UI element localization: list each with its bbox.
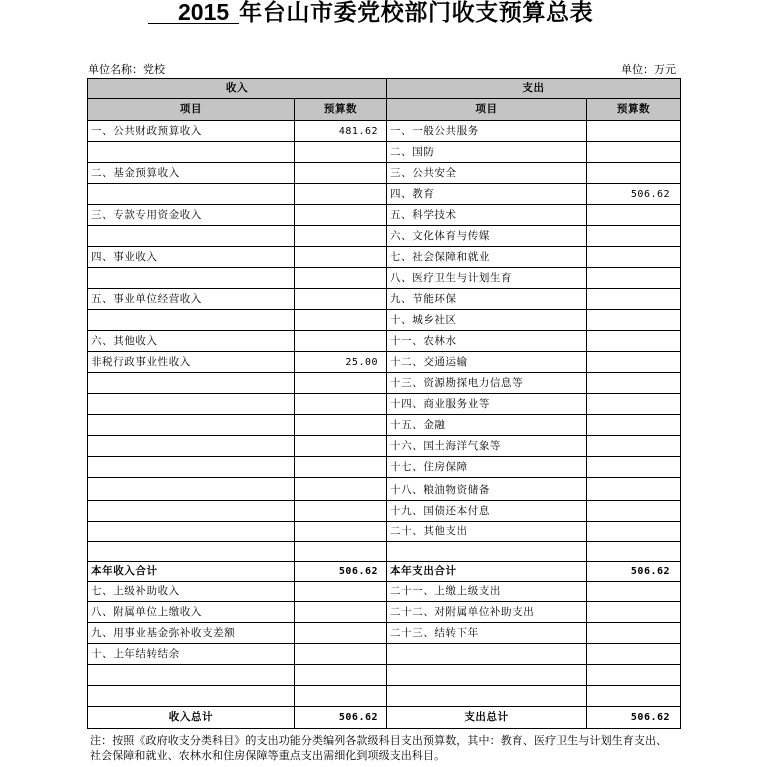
expenditure-item-cell: 十三、资源勘探电力信息等	[387, 373, 587, 394]
income-item-cell	[88, 268, 295, 289]
income-item-cell	[88, 184, 295, 205]
income-amount-cell	[295, 457, 387, 478]
table-row	[88, 163, 681, 184]
expenditure-subtotal-amount: 506.62	[587, 562, 681, 582]
title-text: 年台山市委党校部门收支预算总表	[239, 0, 594, 25]
expenditure-amount-cell	[587, 226, 681, 247]
table-row	[88, 623, 681, 644]
expenditure-item-cell	[387, 665, 587, 686]
expenditure-item-cell: 十二、交通运输	[387, 352, 587, 373]
table-row	[88, 582, 681, 602]
expenditure-amount-cell	[587, 415, 681, 436]
table-row	[88, 501, 681, 522]
income-amount-cell	[295, 602, 387, 623]
expenditure-amount-cell	[587, 522, 681, 542]
income-item-cell: 六、其他收入	[88, 331, 295, 352]
expenditure-item-cell: 九、节能环保	[387, 289, 587, 310]
header-row-columns	[88, 99, 681, 121]
expenditure-amount-cell	[587, 665, 681, 686]
income-amount-cell	[295, 226, 387, 247]
income-item-cell: 二、基金预算收入	[88, 163, 295, 184]
expenditure-item-cell: 三、公共安全	[387, 163, 587, 184]
table-row	[88, 352, 681, 373]
income-item-cell	[88, 501, 295, 522]
income-item-cell	[88, 415, 295, 436]
expenditure-item-cell: 五、科学技术	[387, 205, 587, 226]
expenditure-amount-cell	[587, 623, 681, 644]
expenditure-item-cell: 十八、粮油物资储备	[387, 478, 587, 501]
table-row	[88, 142, 681, 163]
table-row	[88, 373, 681, 394]
total-row	[88, 707, 681, 729]
income-subtotal-amount: 506.62	[295, 562, 387, 582]
table-row	[88, 205, 681, 226]
income-amount-cell	[295, 415, 387, 436]
expenditure-item-cell: 二十三、结转下年	[387, 623, 587, 644]
table-row	[88, 478, 681, 501]
expenditure-item-cell: 十四、商业服务业等	[387, 394, 587, 415]
expenditure-item-cell: 二十二、对附属单位补助支出	[387, 602, 587, 623]
income-item-cell	[88, 373, 295, 394]
table-row	[88, 226, 681, 247]
budget-table	[87, 78, 681, 729]
income-item-cell: 八、附属单位上缴收入	[88, 602, 295, 623]
blank-row	[88, 686, 681, 707]
header-expenditure: 支出	[387, 79, 681, 99]
income-item-cell	[88, 436, 295, 457]
expenditure-item-cell: 四、教育	[387, 184, 587, 205]
unit-label: 单位：万元	[621, 63, 676, 76]
income-item-cell	[88, 686, 295, 707]
expenditure-item-cell: 十一、农林水	[387, 331, 587, 352]
income-amount-cell	[295, 331, 387, 352]
expenditure-amount-cell	[587, 331, 681, 352]
expenditure-amount-cell	[587, 205, 681, 226]
income-amount-cell	[295, 163, 387, 184]
expenditure-item-header: 项目	[387, 99, 587, 121]
unit-name-label: 单位名称：党校	[88, 63, 165, 76]
income-subtotal-label: 本年收入合计	[88, 562, 295, 582]
expenditure-amount-cell	[587, 394, 681, 415]
expenditure-amount-cell: 506.62	[587, 184, 681, 205]
expenditure-amount-cell	[587, 310, 681, 331]
footnote-line-2: 社会保障和就业、农林水和住房保障等重点支出需细化到项级支出科目。	[90, 749, 446, 762]
expenditure-subtotal-label: 本年支出合计	[387, 562, 587, 582]
table-row	[88, 184, 681, 205]
table-row	[88, 644, 681, 665]
header-income: 收入	[88, 79, 387, 99]
income-amount-cell	[295, 522, 387, 542]
income-amount-cell	[295, 644, 387, 665]
income-item-cell: 非税行政事业性收入	[88, 352, 295, 373]
subtotal-row	[88, 562, 681, 582]
table-row	[88, 436, 681, 457]
income-item-cell	[88, 457, 295, 478]
income-item-cell: 七、上级补助收入	[88, 582, 295, 602]
title-year: 2015	[148, 1, 239, 24]
expenditure-amount-header: 预算数	[587, 99, 681, 121]
expenditure-amount-cell	[587, 602, 681, 623]
income-item-cell: 五、事业单位经营收入	[88, 289, 295, 310]
income-item-cell	[88, 394, 295, 415]
expenditure-item-cell: 七、社会保障和就业	[387, 247, 587, 268]
expenditure-amount-cell	[587, 121, 681, 142]
table-row	[88, 602, 681, 623]
income-item-cell	[88, 665, 295, 686]
expenditure-amount-cell	[587, 644, 681, 665]
table-row	[88, 415, 681, 436]
expenditure-amount-cell	[587, 247, 681, 268]
income-amount-cell	[295, 394, 387, 415]
income-amount-cell	[295, 373, 387, 394]
expenditure-item-cell: 十七、住房保障	[387, 457, 587, 478]
expenditure-item-cell: 二十、其他支出	[387, 522, 587, 542]
income-amount-header: 预算数	[295, 99, 387, 121]
income-amount-cell	[295, 478, 387, 501]
income-amount-cell	[295, 501, 387, 522]
income-amount-cell	[295, 289, 387, 310]
expenditure-item-cell: 二、国防	[387, 142, 587, 163]
table-row	[88, 310, 681, 331]
income-amount-cell	[295, 184, 387, 205]
footnote-line-1: 注：按照《政府收支分类科目》的支出功能分类编列各款级科目支出预算数，其中：教育、医疗卫生与计划生育支出、	[90, 734, 668, 747]
expenditure-item-cell	[387, 644, 587, 665]
income-item-cell	[88, 478, 295, 501]
expenditure-amount-cell	[587, 142, 681, 163]
income-amount-cell: 25.00	[295, 352, 387, 373]
table-row	[88, 289, 681, 310]
expenditure-item-cell	[387, 542, 587, 562]
income-item-cell	[88, 142, 295, 163]
income-amount-cell	[295, 268, 387, 289]
expenditure-amount-cell	[587, 163, 681, 184]
expenditure-amount-cell	[587, 352, 681, 373]
income-item-cell: 九、用事业基金弥补收支差额	[88, 623, 295, 644]
expenditure-amount-cell	[587, 686, 681, 707]
income-item-cell	[88, 542, 295, 562]
expenditure-amount-cell	[587, 373, 681, 394]
income-amount-cell	[295, 582, 387, 602]
expenditure-item-cell: 一、一般公共服务	[387, 121, 587, 142]
expenditure-amount-cell	[587, 457, 681, 478]
expenditure-amount-cell	[587, 542, 681, 562]
table-row	[88, 247, 681, 268]
income-amount-cell	[295, 665, 387, 686]
page-title	[148, 0, 593, 25]
expenditure-item-cell: 十五、金融	[387, 415, 587, 436]
footnote	[90, 733, 667, 763]
income-item-cell	[88, 522, 295, 542]
table-row	[88, 394, 681, 415]
expenditure-item-cell	[387, 686, 587, 707]
expenditure-item-cell: 十六、国土海洋气象等	[387, 436, 587, 457]
income-amount-cell	[295, 310, 387, 331]
expenditure-total-label: 支出总计	[387, 707, 587, 729]
table-row	[88, 121, 681, 142]
income-item-cell: 三、专款专用资金收入	[88, 205, 295, 226]
expenditure-amount-cell	[587, 478, 681, 501]
expenditure-amount-cell	[587, 268, 681, 289]
income-amount-cell	[295, 205, 387, 226]
expenditure-amount-cell	[587, 436, 681, 457]
income-amount-cell	[295, 686, 387, 707]
income-amount-cell	[295, 436, 387, 457]
blank-row	[88, 542, 681, 562]
table-row	[88, 457, 681, 478]
income-amount-cell	[295, 247, 387, 268]
income-item-cell	[88, 226, 295, 247]
expenditure-amount-cell	[587, 289, 681, 310]
table-row	[88, 522, 681, 542]
expenditure-total-amount: 506.62	[587, 707, 681, 729]
income-item-cell: 四、事业收入	[88, 247, 295, 268]
income-amount-cell	[295, 542, 387, 562]
table-row	[88, 331, 681, 352]
expenditure-item-cell: 十、城乡社区	[387, 310, 587, 331]
income-amount-cell: 481.62	[295, 121, 387, 142]
income-item-cell: 十、上年结转结余	[88, 644, 295, 665]
blank-row	[88, 665, 681, 686]
income-total-amount: 506.62	[295, 707, 387, 729]
income-amount-cell	[295, 142, 387, 163]
expenditure-amount-cell	[587, 501, 681, 522]
expenditure-amount-cell	[587, 582, 681, 602]
income-item-cell: 一、公共财政预算收入	[88, 121, 295, 142]
income-amount-cell	[295, 623, 387, 644]
header-row-sections	[88, 79, 681, 99]
expenditure-item-cell: 十九、国债还本付息	[387, 501, 587, 522]
income-item-header: 项目	[88, 99, 295, 121]
expenditure-item-cell: 二十一、上缴上级支出	[387, 582, 587, 602]
income-item-cell	[88, 310, 295, 331]
expenditure-item-cell: 八、医疗卫生与计划生育	[387, 268, 587, 289]
table-row	[88, 268, 681, 289]
income-total-label: 收入总计	[88, 707, 295, 729]
expenditure-item-cell: 六、文化体育与传媒	[387, 226, 587, 247]
